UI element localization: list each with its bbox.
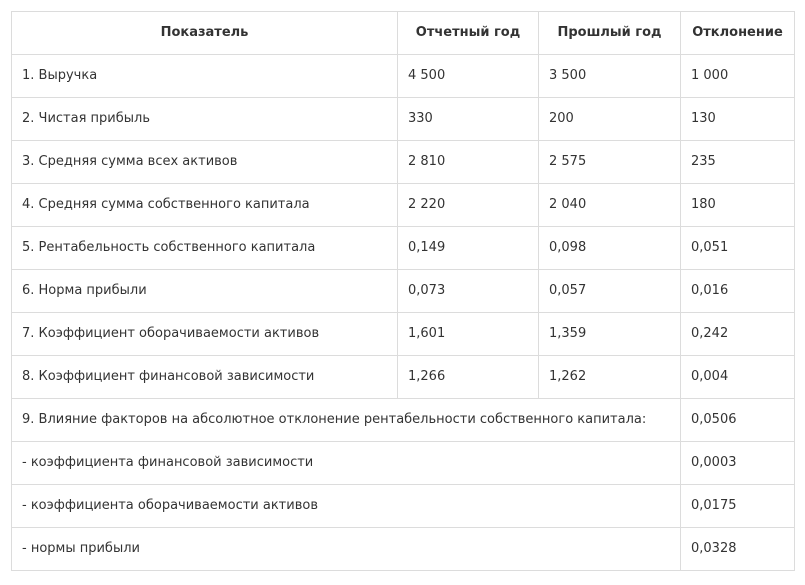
row-previous: 200: [539, 98, 681, 141]
row-current: 0,073: [398, 270, 539, 313]
factor-row: [12, 528, 795, 571]
row-label: 4. Средняя сумма собственного капитала: [12, 184, 398, 227]
row-label: 3. Средняя сумма всех активов: [12, 141, 398, 184]
table-row: [12, 356, 795, 399]
factor-deviation: 0,0003: [681, 442, 795, 485]
row-previous: 3 500: [539, 55, 681, 98]
row-current: 1,266: [398, 356, 539, 399]
row-label: 5. Рентабельность собственного капитала: [12, 227, 398, 270]
row-label: 1. Выручка: [12, 55, 398, 98]
row-deviation: 1 000: [681, 55, 795, 98]
table-row: [12, 184, 795, 227]
row-previous: 2 040: [539, 184, 681, 227]
row-current: 330: [398, 98, 539, 141]
row-deviation: 180: [681, 184, 795, 227]
table-container: [11, 11, 795, 571]
row-deviation: 0,016: [681, 270, 795, 313]
row-label: 8. Коэффициент финансовой зависимости: [12, 356, 398, 399]
factor-label: 9. Влияние факторов на абсолютное отклонение рентабельности собственного капитала:: [12, 399, 681, 442]
table-row: [12, 313, 795, 356]
factor-row: [12, 399, 795, 442]
factor-deviation: 0,0506: [681, 399, 795, 442]
table-row: [12, 141, 795, 184]
table-row: [12, 98, 795, 141]
row-deviation: 0,051: [681, 227, 795, 270]
header-previous-year: Прошлый год: [539, 12, 681, 55]
header-current-year: Отчетный год: [398, 12, 539, 55]
row-previous: 0,098: [539, 227, 681, 270]
row-current: 1,601: [398, 313, 539, 356]
row-current: 2 220: [398, 184, 539, 227]
table-row: [12, 227, 795, 270]
row-label: 2. Чистая прибыль: [12, 98, 398, 141]
row-previous: 0,057: [539, 270, 681, 313]
header-deviation: Отклонение: [681, 12, 795, 55]
row-previous: 1,359: [539, 313, 681, 356]
factor-row: [12, 485, 795, 528]
row-deviation: 235: [681, 141, 795, 184]
table-row: [12, 55, 795, 98]
row-label: 7. Коэффициент оборачиваемости активов: [12, 313, 398, 356]
factor-deviation: 0,0328: [681, 528, 795, 571]
row-deviation: 130: [681, 98, 795, 141]
row-current: 4 500: [398, 55, 539, 98]
factor-deviation: 0,0175: [681, 485, 795, 528]
factor-label: - коэффициента финансовой зависимости: [12, 442, 681, 485]
table-row: [12, 270, 795, 313]
table-header-row: [12, 12, 795, 55]
row-current: 0,149: [398, 227, 539, 270]
row-previous: 2 575: [539, 141, 681, 184]
factor-row: [12, 442, 795, 485]
row-current: 2 810: [398, 141, 539, 184]
row-previous: 1,262: [539, 356, 681, 399]
row-deviation: 0,242: [681, 313, 795, 356]
header-indicator: Показатель: [12, 12, 398, 55]
factor-label: - коэффициента оборачиваемости активов: [12, 485, 681, 528]
factor-label: - нормы прибыли: [12, 528, 681, 571]
row-label: 6. Норма прибыли: [12, 270, 398, 313]
financial-indicators-table: [11, 11, 795, 571]
row-deviation: 0,004: [681, 356, 795, 399]
